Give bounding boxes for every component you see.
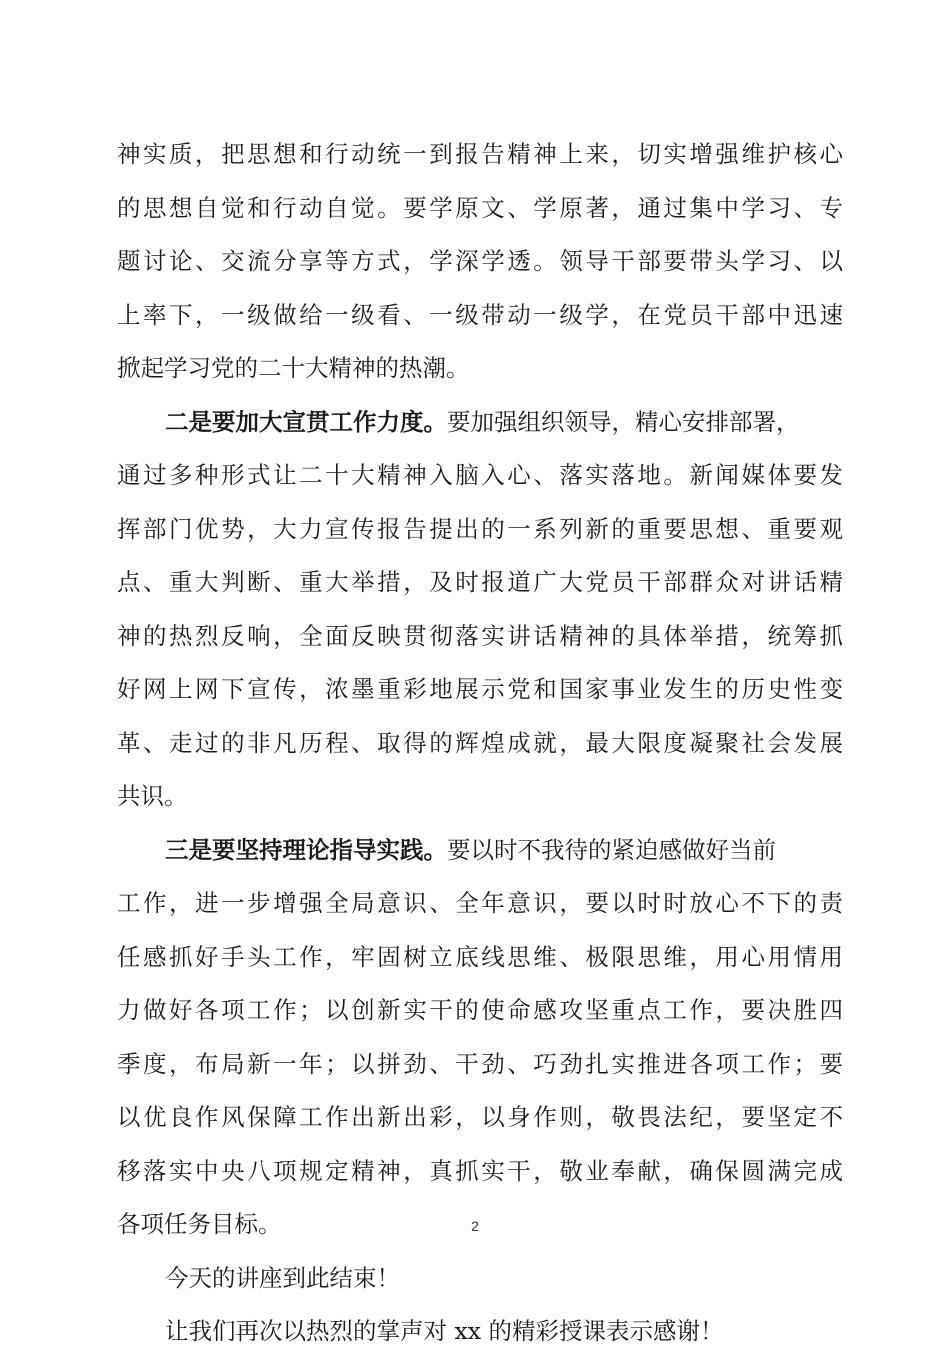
page-number: 2 [471,1218,479,1234]
paragraph-3-line-5: 季度，布局新一年；以拼劲、干劲、巧劲扎实推进各项工作；要 [117,1049,843,1078]
paragraph-1-line-3: 题讨论、交流分享等方式，学深学透。领导干部要带头学习、以 [117,247,843,275]
paragraph-3-line-7: 移落实中央八项规定精神，真抓实干，敬业奉献，确保圆满完成 [117,1156,843,1185]
paragraph-1-line-5: 掀起学习党的二十大精神的热潮。 [117,354,470,382]
paragraph-1-line-4: 上率下，一级做给一级看、一级带动一级学，在党员干部中迅速 [117,300,843,329]
paragraph-3-line-6: 以优良作风保障工作出新出彩，以身作则，敬畏法纪，要坚定不 [117,1103,843,1131]
paragraph-3-first-line-text: 要以时不我待的紧迫感做好当前 [447,835,776,864]
paragraph-2-line-3: 挥部门优势，大力宣传报告提出的一系列新的重要思想、重要观 [117,514,843,543]
paragraph-2-line-2: 通过多种形式让二十大精神入脑入心、落实落地。新闻媒体要发 [117,461,843,489]
paragraph-1-line-2: 的思想自觉和行动自觉。要学原文、学原著，通过集中学习、专 [117,193,843,222]
closing-line-2: 让我们再次以热烈的掌声对 xx 的精彩授课表示感谢！ [165,1317,724,1345]
paragraph-3-line-1 [117,824,843,878]
paragraph-3-heading: 三是要坚持理论指导实践。 [165,835,447,864]
paragraph-2-line-4: 点、重大判断、重大举措，及时报道广大党员干部群众对讲话精 [117,568,843,596]
paragraph-2-line-8: 共识。 [117,782,188,810]
paragraph-3-line-3: 任感抓好手头工作，牢固树立底线思维、极限思维，用心用情用 [117,942,843,971]
paragraph-3-line-8: 各项任务目标。 [117,1210,282,1238]
paragraph-2-line-5: 神的热烈反响，全面反映贯彻落实讲话精神的具体举措，统筹抓 [117,621,843,650]
document-body [117,128,843,1359]
paragraph-2-line-7: 革、走过的非凡历程、取得的辉煌成就，最大限度凝聚社会发展 [117,728,843,757]
paragraph-2-line-6: 好网上网下宣传，浓墨重彩地展示党和国家事业发生的历史性变 [117,675,843,703]
paragraph-2-first-line-text: 要加强组织领导，精心安排部署， [447,407,800,436]
paragraph-3-line-4: 力做好各项工作；以创新实干的使命感攻坚重点工作，要决胜四 [117,996,843,1024]
closing-line-1: 今天的讲座到此结束！ [165,1263,400,1292]
paragraph-1-line-1: 神实质，把思想和行动统一到报告精神上来，切实增强维护核心 [117,140,843,168]
paragraph-2-heading: 二是要加大宣贯工作力度。 [165,407,447,436]
paragraph-2-line-1 [117,396,843,450]
paragraph-3-line-2: 工作，进一步增强全局意识、全年意识，要以时时放心不下的责 [117,889,843,917]
